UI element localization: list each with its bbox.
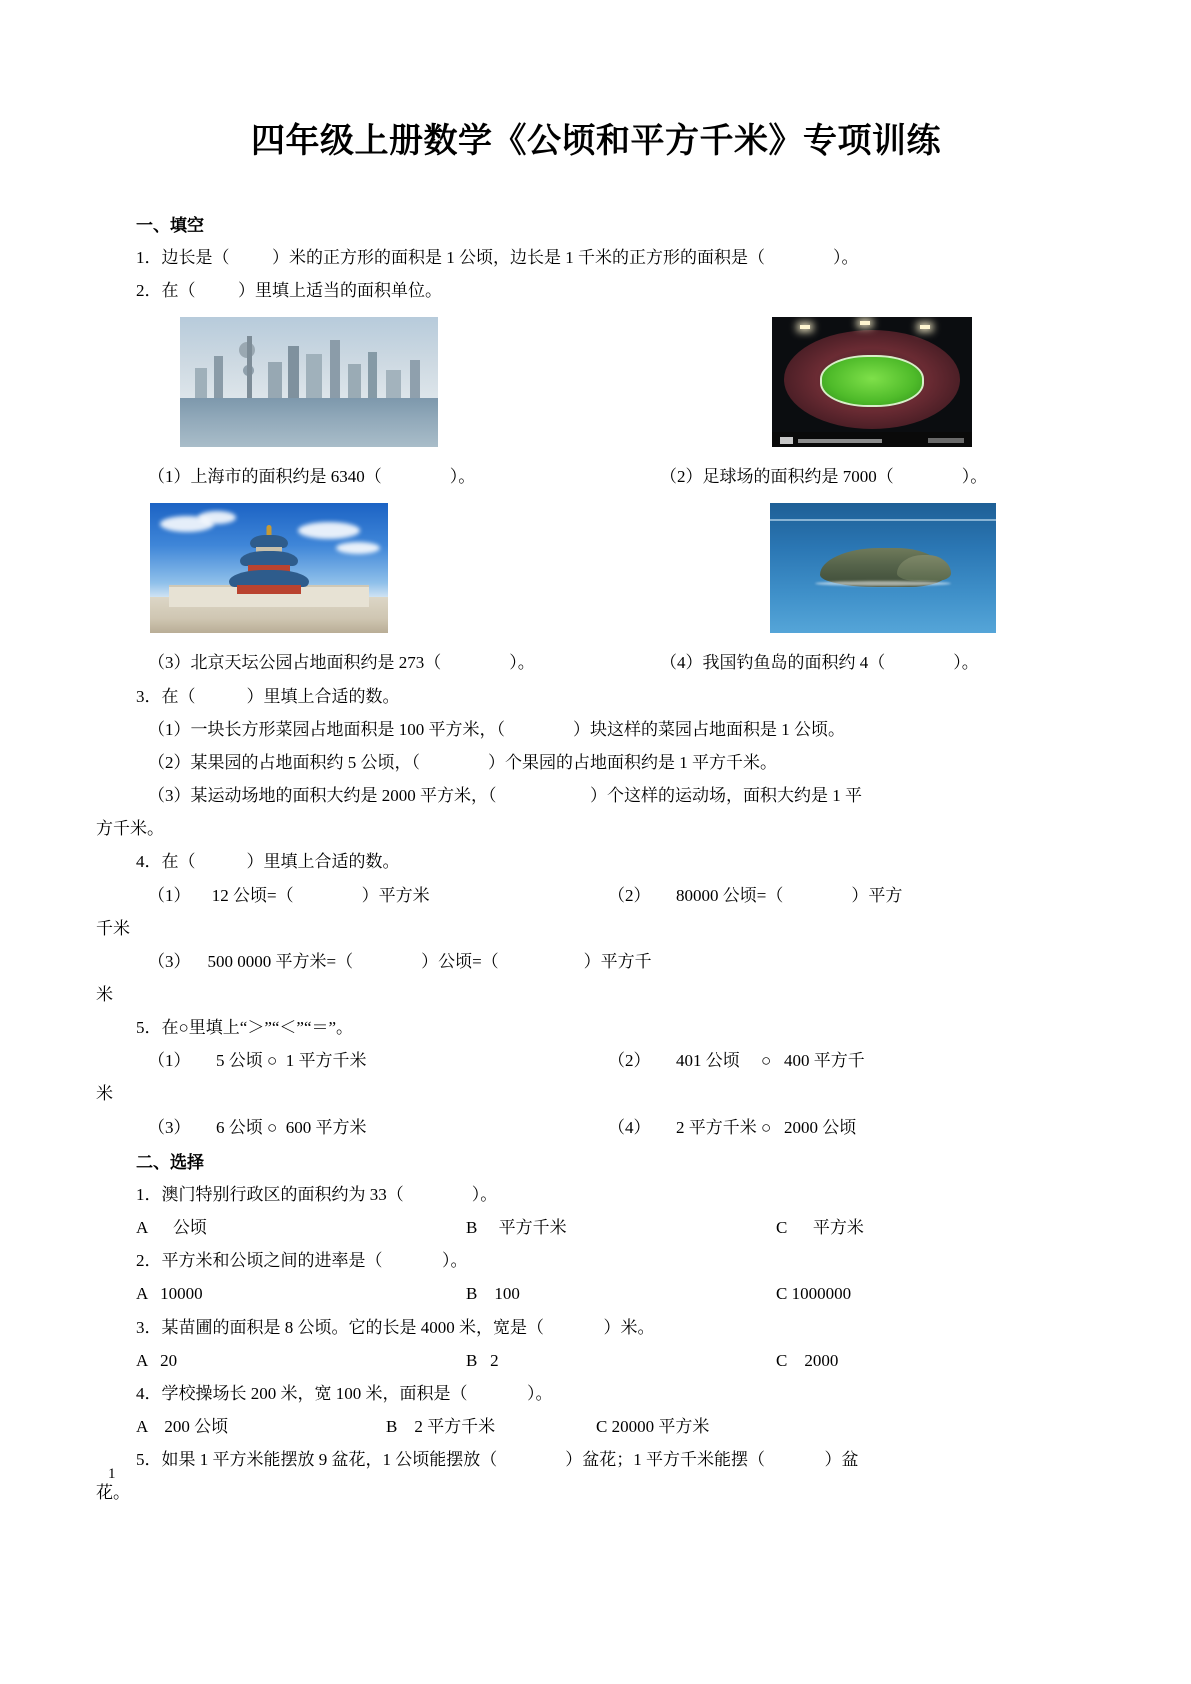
fill-q5-item-4: （4） 2 平方千米 ○ 2000 公顷: [608, 1117, 857, 1137]
temple-roof-middle: [240, 551, 298, 566]
caption-stadium: （2）足球场的面积约是 7000（ ）。: [660, 467, 988, 487]
fill-question-4-row-1: [96, 879, 1096, 912]
overlay-caption: [798, 439, 882, 443]
pearl-tower-shape: [247, 336, 252, 398]
floodlight: [800, 325, 810, 329]
choice-question-2-options: [96, 1277, 1096, 1310]
photo-caption-row-2: [96, 647, 1096, 679]
shanghai-skyline-photo: [180, 317, 438, 447]
fill-q4-item-3-cont: 米: [96, 984, 113, 1004]
choice-question-3-options: [96, 1344, 1096, 1377]
floodlight: [920, 325, 930, 329]
cloud-shape: [198, 511, 236, 524]
choice-question-4-options: [96, 1410, 1096, 1443]
diaoyu-island-photo: [770, 503, 996, 633]
section-heading-fill-in-blank: 一、填空: [136, 215, 204, 236]
fill-q4-item-2: （2） 80000 公顷=（ ）平方: [608, 885, 903, 905]
choice-q1-option-a[interactable]: A 公顷: [136, 1218, 207, 1238]
choice-question-1-options: [96, 1211, 1096, 1244]
page-number: 1: [108, 1466, 116, 1482]
building-shape: [386, 370, 401, 398]
fill-q4-item-3: （3） 500 0000 平方米=（ ）公顷=（ ）平方千: [148, 951, 652, 971]
page-content: [96, 120, 1096, 1509]
building-shape: [330, 340, 340, 398]
choice-q3-option-c[interactable]: C 2000: [776, 1350, 839, 1370]
overlay-right-tag: [928, 438, 964, 443]
building-shape: [288, 346, 299, 398]
overlay-logo: [780, 437, 793, 444]
choice-question-2-stem: 2．平方米和公顷之间的进率是（ ）。: [136, 1251, 468, 1271]
horizon-line: [770, 519, 996, 521]
beijing-temple-of-heaven-photo: [150, 503, 388, 633]
fill-question-3-item-3: （3）某运动场地的面积大约是 2000 平方米，（ ）个这样的运动场，面积大约是 1 平: [148, 786, 862, 806]
fill-q5-item-3: （3） 6 公顷 ○ 600 平方米: [148, 1117, 367, 1137]
building-shape: [268, 362, 282, 398]
photo-caption-row-1: [96, 461, 1096, 493]
choice-q4-option-a[interactable]: A 200 公顷: [136, 1417, 229, 1437]
fill-question-3-item-1: （1）一块长方形菜园占地面积是 100 平方米，（ ）块这样的菜园占地面积是 1 公顷。: [148, 719, 845, 739]
caption-temple-of-heaven: （3）北京天坛公园占地面积约是 273（ ）。: [148, 653, 535, 673]
choice-q4-option-b[interactable]: B 2 平方千米: [386, 1417, 496, 1437]
fill-question-3-item-3-cont: 方千米。: [96, 819, 164, 839]
choice-q2-option-a[interactable]: A 10000: [136, 1284, 203, 1304]
fill-q5-item-1: （1） 5 公顷 ○ 1 平方千米: [148, 1051, 367, 1071]
temple-base: [237, 585, 301, 594]
photo-row-1: [96, 317, 1096, 457]
fill-question-5-row-1: [96, 1044, 1096, 1077]
section-heading-multiple-choice: 二、选择: [136, 1152, 204, 1173]
building-shape: [195, 368, 207, 398]
fill-question-5-row-2: [96, 1111, 1096, 1144]
choice-q2-option-b[interactable]: B 100: [466, 1284, 520, 1304]
choice-q4-option-c[interactable]: C 20000 平方米: [596, 1417, 710, 1437]
building-shape: [410, 360, 420, 398]
fill-question-1: 1．边长是（ ）米的正方形的面积是 1 公顷，边长是 1 千米的正方形的面积是（ ）。: [136, 247, 859, 267]
choice-question-3-stem: 3．某苗圃的面积是 8 公顷。它的长是 4000 米，宽是（ ）米。: [136, 1317, 655, 1337]
fill-q4-item-2-cont: 千米: [96, 918, 130, 938]
caption-diaoyu-island: （4）我国钓鱼岛的面积约 4（ ）。: [660, 653, 979, 673]
water-layer: [180, 398, 438, 447]
fill-q4-item-1: （1） 12 公顷=（ ）平方米: [148, 885, 430, 905]
fill-q5-item-2: （2） 401 公顷 ○ 400 平方千: [608, 1051, 865, 1071]
building-shape: [348, 364, 361, 398]
fill-question-5-stem: 5．在○里填上“＞”“＜”“＝”。: [136, 1018, 354, 1038]
temple-roof-top: [250, 535, 288, 548]
floodlight: [860, 321, 870, 325]
fill-q5-item-2-cont: 米: [96, 1084, 113, 1104]
choice-q2-option-c[interactable]: C 1000000: [776, 1284, 852, 1304]
choice-question-4-stem: 4．学校操场长 200 米，宽 100 米，面积是（ ）。: [136, 1383, 553, 1403]
choice-q3-option-b[interactable]: B 2: [466, 1350, 499, 1370]
building-shape: [368, 352, 377, 398]
fill-question-2: 2．在（ ）里填上适当的面积单位。: [136, 280, 442, 300]
building-shape: [306, 354, 322, 398]
choice-q1-option-b[interactable]: B 平方千米: [466, 1218, 567, 1238]
temple-roof-lower: [229, 570, 309, 587]
cloud-shape: [298, 522, 360, 539]
fill-question-3-item-2: （2）某果园的占地面积约 5 公顷，（ ）个果园的占地面积约是 1 平方千米。: [148, 753, 777, 772]
choice-q1-option-c[interactable]: C 平方米: [776, 1218, 864, 1238]
stadium-pitch: [820, 355, 924, 407]
island-secondary-peak: [897, 555, 951, 581]
football-stadium-photo: [772, 317, 972, 447]
choice-question-5-cont: 花。: [96, 1483, 130, 1503]
page-title: 四年级上册数学《公顷和平方千米》专项训练: [251, 121, 941, 161]
fill-question-3-stem: 3．在（ ）里填上合适的数。: [136, 686, 400, 706]
photo-row-2: [96, 503, 1096, 643]
choice-q3-option-a[interactable]: A 20: [136, 1350, 178, 1370]
fill-question-4-stem: 4．在（ ）里填上合适的数。: [136, 852, 400, 872]
building-shape: [214, 356, 223, 398]
caption-shanghai: （1）上海市的面积约是 6340（ ）。: [148, 467, 476, 487]
choice-question-5-stem: 5．如果 1 平方米能摆放 9 盆花，1 公顷能摆放（ ）盆花；1 平方千米能摆（ ）盆: [136, 1450, 859, 1470]
choice-question-1-stem: 1．澳门特别行政区的面积约为 33（ ）。: [136, 1185, 498, 1205]
